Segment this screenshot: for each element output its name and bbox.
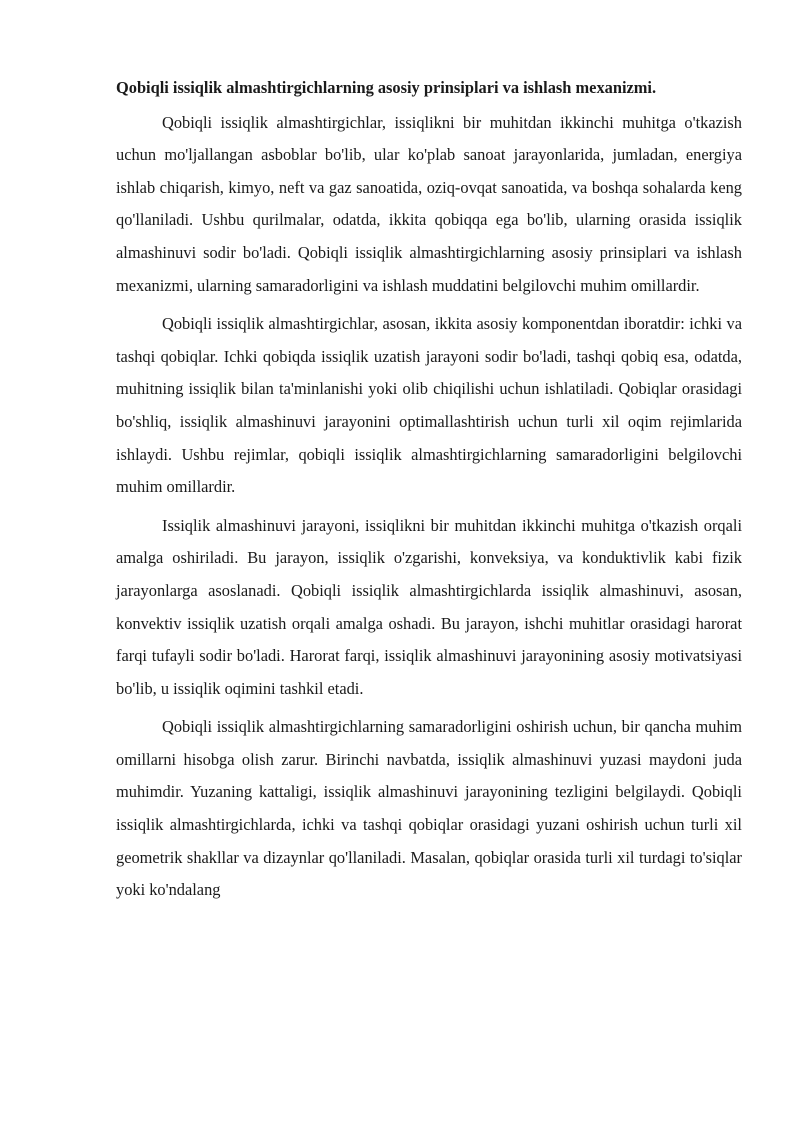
document-title: Qobiqli issiqlik almashtirgichlarning asosiy prinsiplari va ishlash mexanizmi. xyxy=(116,78,657,97)
paragraph-2: Qobiqli issiqlik almashtirgichlar, asosan, ikkita asosiy komponentdan iboratdir: ichki va tashqi qobiqlar. Ichki qobiqda issiqlik uzatish jarayoni sodir bo'ladi, tashqi qobiq esa, odatda, muhitning issiqlik bilan ta'minlanishi yoki olib chiqilishi uchun ishlatiladi. Qobiqlar orasidagi bo'shliq, issiqlik almashinuvi jarayonini optimallashtirish uchun turli xil oqim rejimlarida ishlaydi. Ushbu rejimlar, qobiqli issiqlik almashtirgichlarning samaradorligini belgilovchi muhim omillardir. xyxy=(116,314,742,497)
paragraph-4: Qobiqli issiqlik almashtirgichlarning samaradorligini oshirish uchun, bir qancha muhim omillarni hisobga olish zarur. Birinchi navbatda, issiqlik almashinuvi yuzasi maydoni juda muhimdir. Yuzaning kattaligi, issiqlik almashinuvi jarayonining tezligini belgilaydi. Qobiqli issiqlik almashtirgichlarda, ichki va tashqi qobiqlar orasidagi yuzani oshirish uchun turli xil geometrik shakllar va dizaynlar qo'llaniladi. Masalan, qobiqlar orasida turli xil turdagi to'siqlar yoki ko'ndalang xyxy=(116,717,742,900)
paragraph-3: Issiqlik almashinuvi jarayoni, issiqlikni bir muhitdan ikkinchi muhitga o'tkazish orqali amalga oshiriladi. Bu jarayon, issiqlik o'zgarishi, konveksiya, va konduktivlik kabi fizik jarayonlarga asoslanadi. Qobiqli issiqlik almashtirgichlarda issiqlik almashinuvi, asosan, konvektiv issiqlik uzatish orqali amalga oshadi. Bu jarayon, ishchi muhitlar orasidagi harorat farqi tufayli sodir bo'ladi. Harorat farqi, issiqlik almashinuvi jarayonining asosiy motivatsiyasi bo'lib, u issiqlik oqimini tashkil etadi. xyxy=(116,515,742,698)
document-body xyxy=(116,72,742,913)
paragraph-1: Qobiqli issiqlik almashtirgichlar, issiqlikni bir muhitdan ikkinchi muhitga o'tkazish uchun mo'ljallangan asboblar bo'lib, ular ko'plab sanoat jarayonlarida, jumladan, energiya ishlab chiqarish, kimyo, neft va gaz sanoatida, oziq-ovqat sanoatida, va boshqa sohalarda keng qo'llaniladi. Ushbu qurilmalar, odatda, ikkita qobiqqa ega bo'lib, ularning orasida issiqlik almashinuvi sodir bo'ladi. Qobiqli issiqlik almashtirgichlarning asosiy prinsiplari va ishlash mexanizmi, ularning samaradorligini va ishlash muddatini belgilovchi muhim omillardir. xyxy=(116,112,742,295)
